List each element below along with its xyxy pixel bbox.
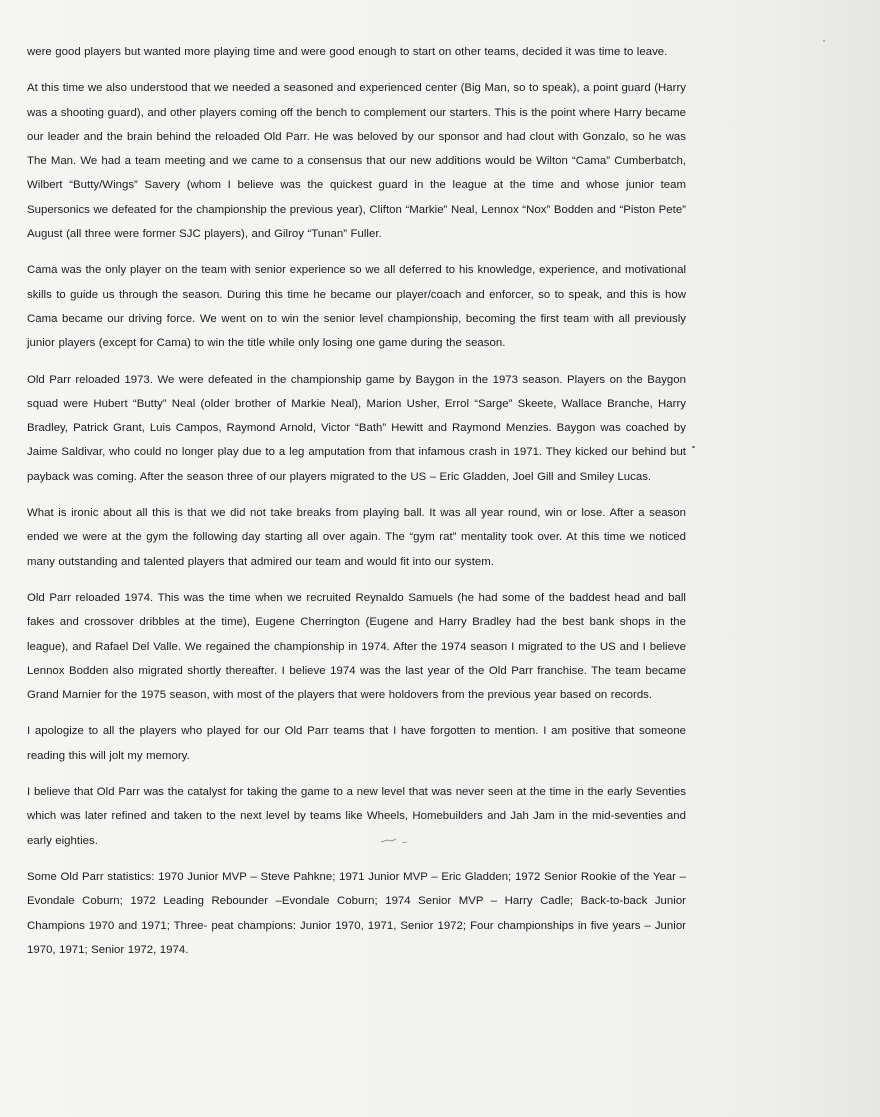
paragraph-gym-rat: What is ironic about all this is that we did not take breaks from playing ball. It was all year round, win or lose. After a season ended we were at the gym the following day starting all over again. The “gym rat” mentality took over. At this time we noticed many outstanding and talented players that admired our team and would fit into our system.: [27, 507, 686, 568]
ink-smudge: [380, 836, 412, 846]
paragraph-new-additions: At this time we also understood that we needed a seasoned and experienced center (Big Man, so to speak), a point guard (Harry was a shooting guard), and other players coming off the bench to complement our starters. This is the point where Harry became our leader and the brain behind the reloaded Old Parr. He was beloved by our sponsor and had clout with Gonzalo, so he was The Man. We had a team meeting and we came to a consensus that our new additions would be Wilton “Cama” Cumberbatch, Wilbert “Butty/Wings” Savery (whom I believe was the quickest guard in the league at the time and whose junior team Supersonics we defeated for the championship the previous year), Clifton “Markie” Neal, Lennox “Nox” Bodden and “Piston Pete” August (all three were former SJC players), and Gilroy “Tunan” Fuller.: [27, 82, 686, 241]
scan-speck: [823, 40, 825, 42]
paragraph-catalyst: I believe that Old Parr was the catalyst for taking the game to a new level that was never seen at the time in the early Seventies which was later refined and taken to the next level by teams like Wheels, Homebuilders and Jah Jam in the mid-seventies and early eighties.: [27, 786, 686, 847]
paragraph-reloaded-1973: Old Parr reloaded 1973. We were defeated in the championship game by Baygon in the 1973 season. Players on the Baygon squad were Hubert “Butty” Neal (older brother of Markie Neal), Marion Usher, Errol “Sarge” Skeete, Wallace Branche, Harry Bradley, Patrick Grant, Luis Campos, Raymond Arnold, Victor “Bath” Hewitt and Raymond Menzies. Baygon was coached by Jaime Saldivar, who could no longer play due to a leg amputation from that infamous crash in 1971. They kicked our behind but payback was coming. After the season three of our players migrated to the US – Eric Gladden, Joel Gill and Smiley Lucas.: [27, 373, 686, 483]
paragraph-statistics: Some Old Parr statistics: 1970 Junior MVP – Steve Pahkne; 1971 Junior MVP – Eric Gladden; 1972 Senior Rookie of the Year –Evondale Coburn; 1972 Leading Rebounder –Evondale Coburn; 1974 Senior MVP – Harry Cadle; Back-to-back Junior Champions 1970 and 1971; Three- peat champions: Junior 1970, 1971, Senior 1972; Four championships in five years – Junior 1970, 1971; Senior 1972, 1974.: [27, 870, 686, 956]
paragraph-continuation: were good players but wanted more playing time and were good enough to start on other teams, decided it was time to leave.: [27, 46, 668, 58]
paragraph-apology: I apologize to all the players who played for our Old Parr teams that I have forgotten to mention. I am positive that someone reading this will jolt my memory.: [27, 725, 686, 762]
paragraph-reloaded-1974: Old Parr reloaded 1974. This was the time when we recruited Reynaldo Samuels (he had some of the baddest head and ball fakes and crossover dribbles at the time), Eugene Cherrington (Eugene and Harry Bradley had the best bank shops in the league), and Rafael Del Valle. We regained the championship in 1974. After the 1974 season I migrated to the US and I believe Lennox Bodden also migrated shortly thereafter. I believe 1974 was the last year of the Old Parr franchise. The team became Grand Marnier for the 1975 season, with most of the players that were holdovers from the previous year based on records.: [27, 591, 686, 702]
paragraph-cama: Cama was the only player on the team with senior experience so we all deferred to his knowledge, experience, and motivational skills to guide us through the season. During this time he became our player/coach and enforcer, so to speak, and this is how Cama became our driving force. We went on to win the senior level championship, becoming the first team with all previously junior players (except for Cama) to win the title while only losing one game during the season.: [27, 264, 686, 350]
scan-speck: [692, 446, 695, 448]
document-body: [27, 40, 686, 974]
scan-shadow: [760, 0, 880, 1117]
